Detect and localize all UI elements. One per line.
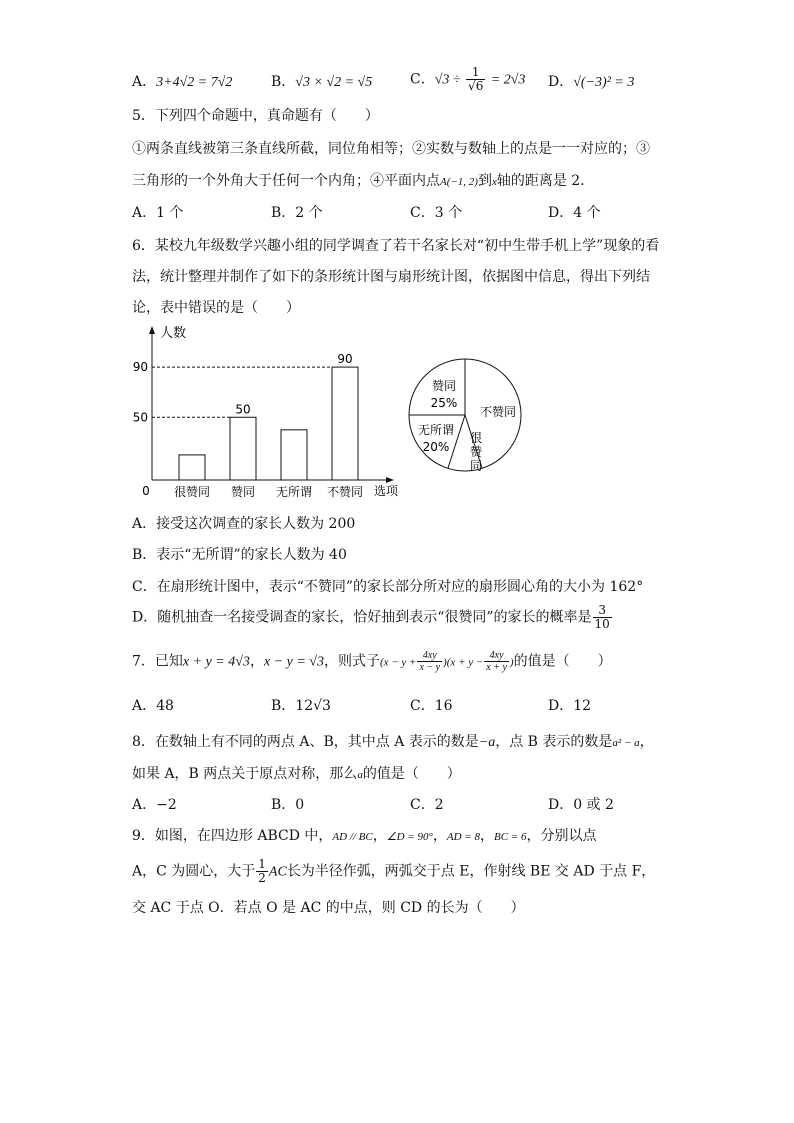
q5-line2-text: 三角形的一个外角大于任何一个内角；④平面内点 — [132, 173, 440, 189]
bar-1 — [179, 455, 205, 480]
bar-3 — [281, 430, 307, 480]
y-axis-arrow — [149, 326, 155, 334]
fraction-denominator: 10 — [594, 617, 610, 631]
q8-text: 8．在数轴上有不同的两点 A、B，其中点 A 表示的数是 — [132, 734, 479, 750]
q5-point: A(−1, 2) — [440, 176, 478, 188]
q9-condition: ∠D = 90° — [386, 831, 433, 843]
pie-label-wusuowei: 无所谓 — [417, 423, 455, 437]
q9-segment: AC — [268, 864, 287, 880]
fraction-denominator: x − y — [419, 662, 441, 673]
x-tick-label: 很赞同 — [173, 485, 211, 499]
q9-stem-line2 — [132, 858, 655, 885]
fraction-numerator: 4xy — [417, 650, 442, 662]
q8-option-c: C．2 — [410, 797, 444, 813]
q9-condition: BC = 6 — [493, 831, 527, 843]
fraction-numerator: 4xy — [484, 650, 509, 662]
pie-pct-wusuowei: 20% — [422, 440, 450, 454]
q8-variable: a — [357, 769, 363, 781]
fraction-denominator: √6 — [468, 79, 484, 93]
pie-pct-zantong: 25% — [430, 396, 458, 410]
q8-text: ，点 B 表示的数是 — [495, 734, 613, 750]
fraction — [484, 650, 509, 673]
bar-4 — [332, 367, 358, 480]
q5-axis: x — [491, 176, 497, 188]
fraction-denominator: x + y — [486, 662, 507, 673]
q7-expression: (x − y + — [379, 656, 417, 669]
fraction — [466, 66, 485, 93]
q8-option-b: B．0 — [271, 797, 305, 813]
pie-label-henzantong: 很赞同 — [470, 431, 483, 473]
bar-chart — [128, 322, 413, 502]
q8-option-d: D．0 或 2 — [548, 797, 614, 813]
q6-stem-line2: 法，统计整理并制作了如下的条形统计图与扇形统计图，依据图中信息，得出下列结 — [132, 269, 650, 285]
q5-option-d: D．4 个 — [548, 205, 601, 221]
q6-option-b: B．表示“无所谓”的家长人数为 40 — [132, 547, 347, 563]
q5-option-c: C．3 个 — [410, 205, 463, 221]
q9-text: ，分别以点 — [526, 828, 597, 844]
q7-option-c: C．16 — [410, 698, 453, 714]
option-label: B． — [271, 74, 296, 90]
fraction — [593, 604, 612, 631]
pie-label-zantong: 赞同 — [431, 379, 457, 393]
q5-line2 — [132, 171, 594, 192]
q7-text: ，则式子 — [323, 653, 380, 670]
fraction — [256, 858, 268, 885]
q9-condition: AD = 8 — [446, 831, 480, 843]
q6-option-a: A．接受这次调查的家长人数为 200 — [132, 516, 356, 532]
y-axis-label: 人数 — [160, 326, 187, 341]
option-label: A． — [132, 74, 157, 90]
q8-stem-line1 — [132, 732, 654, 753]
x-axis-arrow — [386, 477, 394, 483]
bar-2 — [230, 417, 256, 480]
q4-option-d — [548, 72, 634, 93]
option-expr: √(−3)² = 3 — [573, 75, 635, 90]
q4-option-b — [271, 72, 372, 93]
y-tick-label: 90 — [132, 360, 148, 375]
q7-text: ， — [249, 653, 264, 670]
bar-group — [174, 352, 363, 499]
option-expr: √3 × √2 = √5 — [295, 75, 373, 90]
q7-option-b: B．12√3 — [271, 698, 331, 714]
fraction-numerator: 1 — [258, 857, 266, 871]
q7-expression: )(x + y − — [443, 656, 484, 669]
fraction-numerator: 1 — [466, 66, 485, 80]
q7-condition: x + y = 4√3 — [182, 654, 250, 670]
q9-stem-line1: 9．如图，在四边形 ABCD 中，AD // BC，∠D = 90°，AD = 8，BC = 6，分别以点 — [132, 828, 597, 844]
q4-option-a — [132, 72, 232, 93]
q6-option-d — [132, 604, 613, 631]
option-expr-right: = 2√3 — [490, 72, 526, 88]
q8-option-a: A．−2 — [132, 797, 177, 813]
q9-condition: AD // BC — [332, 831, 373, 843]
q8-text: 如果 A，B 两点关于原点对称，那么 — [132, 766, 358, 782]
q8-stem-line2 — [132, 764, 461, 785]
q7-option-d: D．12 — [548, 698, 592, 714]
q8-value: a² − a — [612, 737, 640, 749]
option-label: C． — [410, 71, 435, 88]
q7-condition: x − y = √3 — [263, 654, 324, 670]
x-tick-label: 赞同 — [230, 485, 256, 499]
q9-text: 9．如图，在四边形 ABCD 中， — [132, 828, 333, 844]
origin-label: 0 — [142, 484, 150, 498]
q7-option-a: A．48 — [132, 698, 174, 714]
q9-text: A，C 为圆心，大于 — [132, 863, 256, 880]
q8-text: 的值是（ ） — [362, 766, 461, 782]
fraction — [417, 650, 442, 673]
fraction-numerator: 3 — [593, 604, 612, 618]
q6-option-d-text: D．随机抽查一名接受调查的家长，恰好抽到表示“很赞同”的家长的概率是 — [132, 609, 592, 626]
q5-stem: 5．下列四个命题中，真命题有（ ） — [132, 108, 379, 124]
q7-text: 7．已知 — [132, 653, 183, 670]
fraction-denominator: 2 — [258, 871, 266, 885]
q5-line2-text: 轴的距离是 2． — [496, 173, 595, 189]
q4-option-c — [410, 66, 525, 93]
q8-text: ， — [639, 734, 654, 750]
q6-stem-line3: 论，表中错误的是（ ） — [132, 300, 300, 316]
q5-option-b: B．2 个 — [271, 205, 323, 221]
x-tick-label: 不赞同 — [326, 485, 364, 499]
pie-chart — [406, 356, 526, 476]
q6-stem-line1: 6．某校九年级数学兴趣小组的同学调查了若干名家长对“初中生带手机上学”现象的看 — [132, 238, 660, 254]
q7-stem — [132, 650, 612, 673]
q7-text: 的值是（ ） — [513, 653, 612, 670]
option-expr-left: √3 ÷ — [434, 72, 461, 88]
x-axis-label: 选项 — [374, 484, 399, 498]
option-label: D． — [548, 74, 574, 90]
q6-option-c: C．在扇形统计图中，表示“不赞同”的家长部分所对应的扇形圆心角的大小为 162° — [132, 579, 644, 595]
option-expr: 3+4√2 = 7√2 — [156, 75, 233, 90]
q5-line1: ①两条直线被第三条直线所截，同位角相等；②实数与数轴上的点是一一对应的；③ — [132, 141, 650, 157]
q7-expression: ) — [509, 656, 514, 669]
q9-text: 长为半径作弧，两弧交于点 E，作射线 BE 交 AD 于点 F， — [286, 863, 656, 880]
y-tick-label: 50 — [132, 410, 148, 425]
q9-stem-line3: 交 AC 于点 O．若点 O 是 AC 的中点，则 CD 的长为（ ） — [132, 900, 525, 916]
pie-label-budongtong: 不赞同 — [479, 405, 517, 419]
data-label: 50 — [235, 402, 251, 417]
x-tick-label: 无所谓 — [275, 485, 313, 499]
q5-line2-text: 到 — [477, 173, 492, 189]
q5-option-a: A．1 个 — [132, 205, 184, 221]
data-label: 90 — [337, 352, 353, 367]
q8-value: −a — [478, 735, 496, 750]
